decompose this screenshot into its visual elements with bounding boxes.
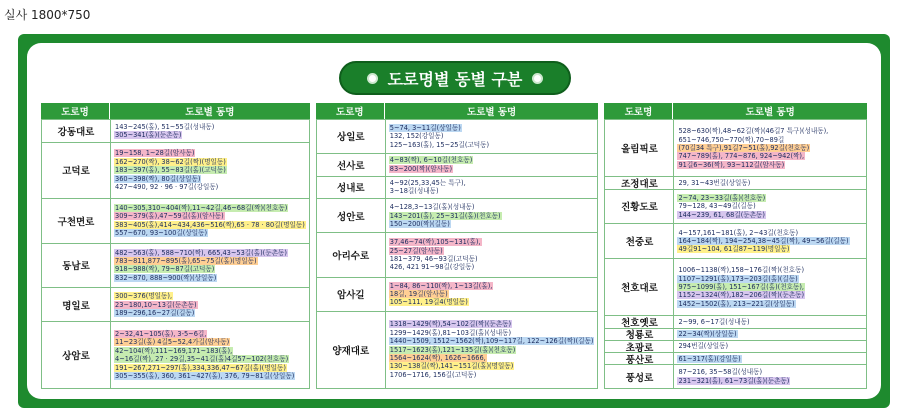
- dong-entry-text: 231~321(홀), 61~73길(홀)(둔촌동): [678, 376, 790, 385]
- dong-entry: [389, 282, 595, 290]
- signboard-panel: [27, 43, 881, 399]
- table-body: [604, 119, 867, 389]
- road-name: 올림픽로: [605, 120, 674, 176]
- road-name: 상일로: [317, 120, 386, 153]
- dong-entry-text: 181~379, 46~93길(고덕동): [389, 254, 478, 263]
- header-dong: 도로별 동명: [745, 107, 795, 118]
- dong-list: [386, 312, 598, 388]
- dong-entry-text: 918~988(짝), 79~87길(고덕동): [115, 265, 215, 274]
- dong-entry: [677, 211, 863, 219]
- table-row: [317, 153, 598, 176]
- dong-entry-text: 2~32,41~105(홀), 3-5~6길,: [115, 329, 207, 338]
- table-row: [605, 315, 866, 330]
- table-body: [316, 119, 599, 389]
- dong-entry-text: 383~405(홀),414~434,436~516(짝),65 · 78 · 80길(명일동): [115, 220, 305, 229]
- road-name: 초광로: [605, 341, 674, 352]
- header-dong: 도로별 동명: [467, 107, 517, 118]
- title-banner: [339, 61, 571, 95]
- dong-entry-text: 1452~1502(홀), 213~221길(상일동): [678, 299, 795, 308]
- dong-list: [386, 120, 598, 153]
- header-road: 도로명: [316, 103, 385, 119]
- road-name: 명일로: [42, 288, 111, 321]
- dong-list: [111, 120, 309, 142]
- dong-entry-text: 427~490, 92 · 96 · 97길(강일동): [115, 182, 219, 191]
- dong-list: [111, 322, 309, 388]
- dong-entry: [677, 179, 863, 187]
- table-row: [42, 142, 309, 198]
- dong-entry: [114, 158, 306, 166]
- dong-entry: [677, 342, 863, 350]
- dong-entry-text: 2~99, 6~17길(성내동): [678, 317, 750, 326]
- road-name: 천호대로: [605, 259, 674, 315]
- dong-entry: [389, 298, 595, 306]
- table-row: [317, 311, 598, 388]
- dong-entry: [389, 187, 595, 195]
- dong-list: [386, 233, 598, 277]
- road-name: 동남로: [42, 244, 111, 288]
- dong-entry-text: 29, 31~43번길(상일동): [678, 178, 751, 187]
- dong-list: [674, 190, 866, 224]
- dong-entry: [677, 300, 863, 308]
- table-row: [317, 198, 598, 232]
- table-row: [317, 277, 598, 311]
- dong-entry-text: (70길34 특구),91길7~51(홀),92길(천호동): [678, 143, 810, 152]
- dong-list: [386, 278, 598, 311]
- table-header: [41, 103, 310, 119]
- dong-entry: [677, 202, 863, 210]
- dong-entry: [389, 337, 595, 345]
- dong-entry: [389, 203, 595, 211]
- road-name: 강동대로: [42, 120, 111, 142]
- table-row: [605, 119, 866, 176]
- dong-entry: [114, 355, 306, 363]
- dong-entry-text: 22~34(짝)(상일동): [678, 330, 737, 339]
- road-name: 고덕로: [42, 143, 111, 198]
- dong-entry: [114, 175, 306, 183]
- dong-entry-text: 1706~1716, 156길(고덕동): [389, 370, 477, 379]
- dong-entry: [114, 372, 306, 380]
- road-name: 천중로: [605, 224, 674, 258]
- caption: 실사 1800*750: [4, 8, 91, 22]
- dong-list: [111, 199, 309, 243]
- dong-entry: [114, 149, 306, 157]
- dong-entry: [389, 346, 595, 354]
- dong-entry: [114, 274, 306, 282]
- dong-entry: [677, 229, 863, 237]
- dong-entry: [389, 124, 595, 132]
- dong-entry-text: 125~163(홀), 15~25길(고덕동): [389, 140, 490, 149]
- dong-entry: [389, 141, 595, 149]
- road-name: 풍성로: [605, 365, 674, 388]
- dong-list: [111, 288, 309, 321]
- dong-entry: [114, 249, 306, 257]
- dong-entry-text: 1440~1509, 1512~1562(짝),109~117길, 122~126길(짝)(길동): [389, 337, 594, 346]
- dong-entry: [389, 371, 595, 379]
- dong-entry-text: 1318~1429(짝),54~102길(짝)(둔촌동): [389, 320, 512, 329]
- dong-entry-text: 309~379(홀),47~59길(홀)(암사동): [115, 212, 224, 221]
- dong-entry: [677, 377, 863, 385]
- dong-list: [674, 259, 866, 315]
- header-road: 도로명: [41, 103, 110, 119]
- dong-entry-text: 1517~1623(홀),121~135길(홀)(천호동): [389, 345, 516, 354]
- table-header: [316, 103, 599, 119]
- road-name: 아리수로: [317, 233, 386, 277]
- table-column: [41, 103, 310, 389]
- dong-entry: [389, 165, 595, 173]
- dong-entry: [677, 355, 863, 363]
- table-row: [317, 232, 598, 277]
- dong-entry-text: 143~245(홀), 51~55길(성내동): [115, 122, 215, 131]
- dong-list: [674, 224, 866, 258]
- dong-entry-text: 4~16길(짝), 27 · 29길,35~41길(홀)4길57~102(천호동): [115, 355, 289, 364]
- table-row: [317, 176, 598, 199]
- dong-entry-text: 130~138길(짝),141~151길(홀)(명일동): [389, 362, 514, 371]
- dong-entry-text: 23~180,10~13길(둔촌동): [115, 300, 197, 309]
- dong-entry: [677, 194, 863, 202]
- table-row: [605, 258, 866, 315]
- dong-entry: [389, 132, 595, 140]
- table-row: [42, 243, 309, 288]
- table-header: [604, 103, 867, 119]
- dong-entry-text: 5~74, 3~11길(상일동): [389, 123, 461, 132]
- dong-entry: [677, 152, 863, 160]
- dong-entry-text: 1564~1624(짝), 1626~1666,: [389, 353, 486, 362]
- road-name: 성안로: [317, 199, 386, 232]
- dong-entry-text: 4~83(짝), 6~10길(천호동): [389, 156, 473, 165]
- road-name: 조정대로: [605, 177, 674, 188]
- dong-entry-text: 191~267,271~297(홀),334,336,47~67길(홀)(명일동): [115, 363, 286, 372]
- dong-entry-text: 651~746,750~770(짝),70~89길: [678, 135, 785, 144]
- dong-entry: [677, 318, 863, 326]
- dong-entry-text: 783~811,877~895(홀),65~75길(홀)(명일동): [115, 257, 257, 266]
- road-name: 천호옛로: [605, 316, 674, 327]
- dong-entry-text: 83~200(짝)(암사동): [389, 164, 453, 173]
- dong-entry-text: 132, 152(강일동): [389, 132, 444, 141]
- dong-entry: [114, 183, 306, 191]
- road-name: 선사로: [317, 154, 386, 176]
- dong-entry: [389, 156, 595, 164]
- dong-entry: [677, 368, 863, 376]
- table-row: [605, 328, 866, 340]
- dong-entry: [114, 204, 306, 212]
- dong-entry-text: 2~74, 23~33길(홀)(천호동): [678, 193, 766, 202]
- table-row: [605, 364, 866, 388]
- dong-entry: [114, 338, 306, 346]
- dong-entry: [677, 291, 863, 299]
- dong-list: [111, 143, 309, 198]
- dong-entry: [114, 364, 306, 372]
- table-row: [605, 223, 866, 258]
- dong-entry: [389, 329, 595, 337]
- table-body: [41, 119, 310, 389]
- dong-entry-text: 18길, 19길(암사동): [389, 290, 448, 298]
- dong-entry: [114, 212, 306, 220]
- dong-entry-text: 87~216, 35~58길(성내동): [678, 368, 763, 377]
- bullet-icon: [532, 73, 543, 84]
- dong-list: [674, 341, 866, 352]
- header-dong: 도로별 동명: [185, 107, 235, 118]
- dong-entry-text: 37,46~74(짝),105~131(홀),: [389, 238, 481, 247]
- dong-entry: [677, 245, 863, 253]
- dong-entry-text: 150~200(짝)(길동): [389, 219, 450, 228]
- dong-entry-text: 162~270(짝), 38~62길(짝)(명일동): [115, 157, 226, 166]
- dong-entry: [114, 131, 306, 139]
- table-row: [42, 287, 309, 321]
- dong-entry: [677, 161, 863, 169]
- road-name: 청룡로: [605, 329, 674, 340]
- road-name: 풍산로: [605, 353, 674, 364]
- dong-entry: [677, 275, 863, 283]
- road-name: 구천면로: [42, 199, 111, 243]
- dong-entry: [389, 212, 595, 220]
- dong-list: [674, 316, 866, 327]
- dong-entry: [114, 265, 306, 273]
- dong-list: [674, 329, 866, 340]
- header-road: 도로명: [604, 103, 673, 119]
- dong-list: [674, 365, 866, 388]
- dong-entry: [389, 263, 595, 271]
- dong-entry-text: 482~563(홀), 588~710(짝), 665,43~53길(홀)(둔촌동): [115, 248, 287, 257]
- dong-entry-text: 832~870, 888~900(짝)(상일동): [115, 273, 217, 282]
- table-row: [605, 340, 866, 352]
- dong-entry-text: 557~670, 93~100길(상일동): [115, 229, 208, 238]
- dong-entry-text: 4~157,161~181(홀), 2~43길(천호동): [678, 228, 799, 237]
- dong-list: [674, 120, 866, 176]
- dong-entry-text: 61~317(홀)(강일동): [678, 354, 741, 363]
- road-name: 상암로: [42, 322, 111, 388]
- dong-entry-text: 4~128,3~13길(홀)(성내동): [389, 203, 475, 212]
- dong-entry-text: 747~789(홀), 774~876, 924~942(짝),: [678, 152, 805, 161]
- dong-entry-text: 1~84, 86~110(짝), 1~13길(홀),: [389, 281, 493, 290]
- dong-entry-text: 91길6~36(짝), 93~112길(암사동): [678, 160, 785, 169]
- table-row: [42, 198, 309, 243]
- dong-entry: [114, 309, 306, 317]
- dong-entry: [389, 238, 595, 246]
- dong-entry-text: 305~341(홀)(둔촌동): [115, 130, 182, 139]
- dong-entry: [677, 330, 863, 338]
- table-row: [605, 176, 866, 188]
- road-name: 암사길: [317, 278, 386, 311]
- dong-entry-text: 143~201(홀), 25~31길(홀)(천호동): [389, 211, 501, 220]
- dong-entry: [677, 136, 863, 144]
- dong-entry-text: 1107~1291(홀),173~203길(홀)(길동): [678, 274, 798, 283]
- table-column: [316, 103, 599, 389]
- dong-list: [386, 154, 598, 176]
- dong-entry: [114, 221, 306, 229]
- dong-entry-text: 3~18길(성내동): [389, 187, 439, 196]
- dong-entry: [389, 220, 595, 228]
- table-row: [605, 352, 866, 364]
- dong-entry: [389, 247, 595, 255]
- dong-entry-text: 294번길(상일동): [678, 342, 729, 351]
- dong-entry-text: 140~305,310~404(짝),11~42길,46~68길(짝)(천호동): [115, 203, 288, 212]
- table-row: [605, 189, 866, 224]
- dong-entry-text: 183~397(홀), 55~83길(홀)(고덕동): [115, 166, 226, 175]
- dong-list: [674, 353, 866, 364]
- dong-list: [674, 177, 866, 188]
- table-column: [604, 103, 867, 389]
- table-row: [42, 119, 309, 142]
- dong-list: [386, 199, 598, 232]
- dong-entry: [114, 123, 306, 131]
- dong-entry: [677, 127, 863, 135]
- dong-entry-text: 19~158, 1~28길(암사동): [115, 149, 195, 158]
- dong-entry: [677, 266, 863, 274]
- dong-entry-text: 975~1099(홀), 151~167길(홀)(천호동),: [678, 283, 805, 292]
- dong-entry-text: 305~355(홀), 360, 361~427(홀), 376, 79~81길(상일동): [115, 371, 295, 380]
- dong-entry-text: 300~376(명일동),: [115, 292, 173, 301]
- table-row: [317, 119, 598, 153]
- dong-entry: [114, 166, 306, 174]
- dong-list: [386, 177, 598, 199]
- dong-entry-text: 189~296,16~27길(길동): [115, 309, 195, 318]
- dong-entry-text: 164~184(짝), 194~254,38~45길(짝), 49~56길(길동): [678, 237, 849, 246]
- dong-entry: [114, 301, 306, 309]
- road-table: [41, 103, 867, 389]
- dong-entry-text: 79~128, 43~49길(길동): [678, 202, 756, 211]
- page-title: 도로명별 동별 구분: [387, 69, 523, 89]
- dong-entry-text: 1299~1429(홀),81~103길(홀)(성내동): [389, 328, 512, 337]
- table-row: [42, 321, 309, 388]
- road-name: 성내로: [317, 177, 386, 199]
- dong-entry-text: 25~27길(암사동): [389, 246, 443, 255]
- dong-entry-text: 4~92(25,33,45는 특구),: [389, 179, 466, 188]
- dong-entry-text: 1152~1324(짝),182~206길(짝)(둔촌동): [678, 291, 805, 300]
- dong-entry: [114, 347, 306, 355]
- dong-entry: [389, 362, 595, 370]
- bullet-icon: [367, 73, 378, 84]
- dong-entry: [114, 229, 306, 237]
- dong-entry-text: 11~23길(홀) 4길5~52,4가길(암사동): [115, 338, 230, 347]
- dong-entry-text: 105~111, 19길4(명일동): [389, 298, 468, 307]
- signboard: [18, 34, 890, 408]
- dong-entry-text: 49길91~104, 61길87~119(명일동): [678, 245, 790, 254]
- dong-entry-text: 144~239, 61, 68길(둔촌동): [678, 210, 765, 219]
- dong-entry: [114, 292, 306, 300]
- dong-list: [111, 244, 309, 288]
- road-name: 양재대로: [317, 312, 386, 388]
- road-name: 진황도로: [605, 190, 674, 224]
- dong-entry-text: 360~398(짝), 80길(상일동): [115, 174, 201, 183]
- dong-entry-text: 42~104(짝),111~169,171~183(홀),: [115, 346, 233, 355]
- dong-entry-text: 426, 421 91~98길(강일동): [389, 263, 475, 272]
- dong-entry-text: 1006~1138(짝),158~176길(짝)(천호동): [678, 266, 805, 275]
- dong-entry-text: 528~630(짝),48~62길(짝)(46길7 특구)(성내동),: [678, 127, 829, 136]
- dong-entry: [389, 320, 595, 328]
